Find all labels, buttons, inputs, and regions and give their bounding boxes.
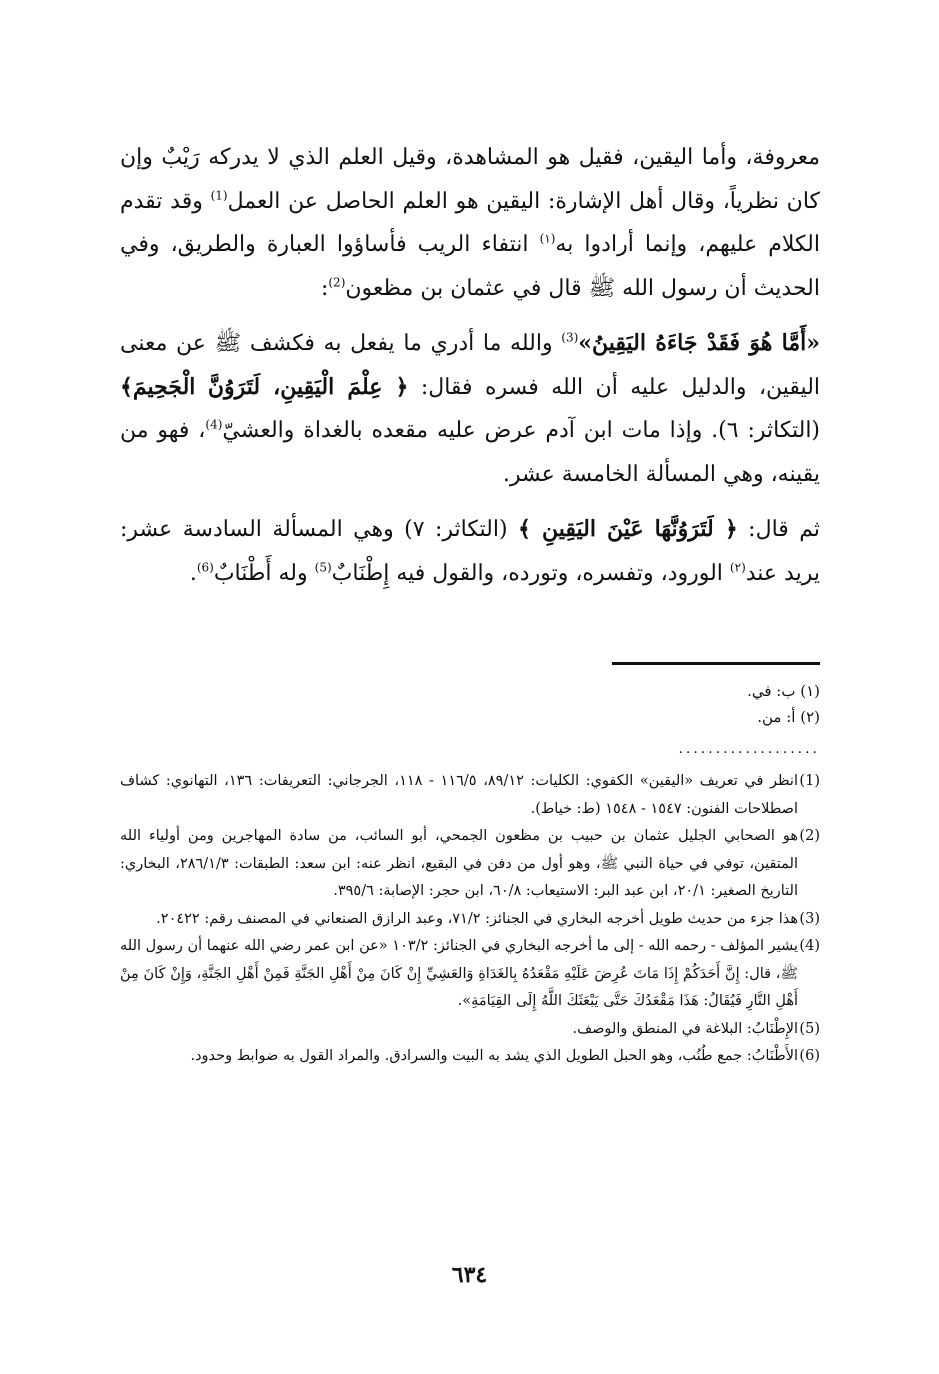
footnote-number: (2) bbox=[799, 828, 820, 844]
text-line: وإن كان نظرياً، وقال أهل الإشارة: اليقين هو العلم الحاصل عن العمل bbox=[120, 145, 820, 214]
footnote-number: (5) bbox=[799, 1020, 820, 1037]
footnote-text: يشير المؤلف - رحمه الله - إلى ما أخرجه البخاري في الجنائز: ١٠٣/٢ «عن ابن عمر رضي الله عنهما أن رسول الله ﷺ، قال: إِنَّ أَحَدَكُمْ إِذَا مَاتَ عُرِضَ عَلَيْهِ مَقْعَدُهُ بِالغَدَاةِ وَالعَشِيِّ إِنْ كَانَ مِنْ أَهْلِ الجَنَّةِ فَمِنْ أَهْلِ الجَنَّةِ، وَإِنْ كَانَ مِنْ أَهْلِ النَّارِ فَيُقَالُ: هَذَا مَقْعَدُكَ حَتَّى يَبْعَثَكَ اللَّهُ إِلَى القِيَامَةِ». bbox=[120, 938, 798, 1009]
footnotes bbox=[120, 768, 820, 1071]
text-line: انتفاء الريب فأساؤوا العبارة bbox=[266, 232, 529, 257]
text-line: عشر: يريد عند bbox=[120, 517, 820, 586]
footnote-number: (6) bbox=[799, 1048, 820, 1064]
text-line: معروفة، وأما اليقين، فقيل هو المشاهدة، وقيل العلم الذي لا يدركه رَيْبٌ bbox=[161, 145, 820, 170]
footnote bbox=[120, 1016, 820, 1044]
variant-notes bbox=[120, 678, 820, 730]
punctuation: : bbox=[320, 275, 329, 301]
variant-ref: (١) bbox=[539, 231, 556, 246]
quran-verse: الْجَحِيمَ﴾ bbox=[120, 373, 196, 400]
footnote-text: الإِطْنَابُ: البلاغة في المنطق والوصف. bbox=[572, 1020, 798, 1037]
variant-note: (٢) أ: من. bbox=[757, 708, 820, 726]
footnote-separator bbox=[612, 662, 820, 665]
footnote-text: هو الصحابي الجليل عثمان بن حبيب بن مظعون الجمحي، أبو السائب، من سادة المهاجرين ومن أولياء الله المتقين، توفي في حياة النبي ﷺ، وهو أول من دفن في البقيع، انظر عنه: ابن سعد: الطبقات: ٢٨٦/١/٣، البخاري: التاريخ الصغير: ٢٠/١، ابن عبد البر: الاستيعاب: ٦٠/٨، ابن حجر: الإصابة: ٣٩٥/٦. bbox=[120, 828, 798, 899]
footnote-text: الأَطْنَابُ: جمع طُنُب، وهو الحبل الطويل الذي يشد به البيت والسرادق. والمراد القول به ضوابط وحدود. bbox=[190, 1048, 798, 1064]
text-line: والله ما أدري ما يفعل به فكشف ﷺ عن bbox=[176, 331, 553, 356]
text-line: وقد تقدم الكلام عليهم، وإنما أرادوا به bbox=[120, 188, 820, 257]
footnote bbox=[120, 906, 820, 934]
footnote-ref: (1) bbox=[210, 188, 228, 203]
text-line: الورود، وتفسره، وتورده، والقول فيه إِطْنَابٌ bbox=[331, 560, 723, 586]
text-line: وله bbox=[278, 560, 308, 586]
footnote-number: (1) bbox=[799, 773, 820, 789]
text-line: معنى اليقين، والدليل عليه أن الله فسره فقال: bbox=[120, 331, 821, 400]
footnote bbox=[120, 1043, 820, 1071]
paragraph-2 bbox=[120, 322, 820, 496]
hadith-quote: «أَمَّا هُوَ فَقَدْ جَاءَهُ اليَقِينُ» bbox=[578, 330, 820, 356]
footnote bbox=[120, 933, 820, 1016]
variant-ref: (٢) bbox=[729, 560, 746, 575]
text-line: (التكاثر: ٦). وإذا مات ابن آدم عرض عليه مقعده بالغداة bbox=[303, 418, 821, 443]
footnote-number: (3) bbox=[799, 910, 820, 927]
variant-note: (١) ب: في. bbox=[747, 682, 820, 700]
quran-verse: ﴿ عِلْمَ الْيَقِينِ، لَتَرَوُنَّ bbox=[207, 373, 409, 400]
footnote-ref: (5) bbox=[314, 560, 332, 575]
paragraph-1 bbox=[120, 136, 820, 310]
footnote-ref: (3) bbox=[561, 330, 579, 345]
punctuation: . bbox=[189, 560, 197, 586]
page-number: ٦٣٤ bbox=[451, 1262, 488, 1288]
footnote bbox=[120, 768, 820, 823]
main-text bbox=[120, 136, 820, 595]
footnote-ref: (4) bbox=[205, 417, 223, 432]
footnote-ref: (2) bbox=[328, 275, 346, 290]
quran-verse: ﴿ لَتَرَوُنَّهَا عَيْنَ اليَقِينِ ﴾ bbox=[518, 516, 738, 542]
footnote bbox=[120, 823, 820, 906]
text-line: ثم قال: bbox=[748, 517, 820, 542]
text-line: والطريق، وفي الحديث أن رسول الله ﷺ قال في عثمان بن مظعون bbox=[120, 232, 820, 301]
text-line: (التكاثر: ٧) وهي المسألة السادسة bbox=[182, 517, 508, 542]
footnote-number: (4) bbox=[799, 938, 820, 954]
footnote-ref: (6) bbox=[196, 560, 214, 575]
dotted-separator: ................... bbox=[678, 741, 820, 757]
text-line: ، فهو من يقينه، وهي المسألة الخامسة عشر. bbox=[120, 418, 820, 487]
text-line: أَطْنَابٌ bbox=[213, 560, 272, 586]
footnote-text: هذا جزء من حديث طويل أخرجه البخاري في الجنائز: ٧١/٢، وعبد الرازق الصنعاني في المصنف رقم: ٢٠٤٢٢. bbox=[156, 910, 798, 927]
footnote-text: انظر في تعريف «اليقين» الكفوي: الكليات: ٨٩/١٢، ١١٦/٥ - ١١٨، الجرجاني: التعريفات: ١٣٦، التهانوي: كشاف اصطلاحات الفنون: ١٥٤٧ - ١٥٤٨ (ط: خياط). bbox=[120, 773, 798, 817]
paragraph-3 bbox=[120, 508, 820, 595]
text-line: والعشيّ bbox=[222, 418, 295, 443]
